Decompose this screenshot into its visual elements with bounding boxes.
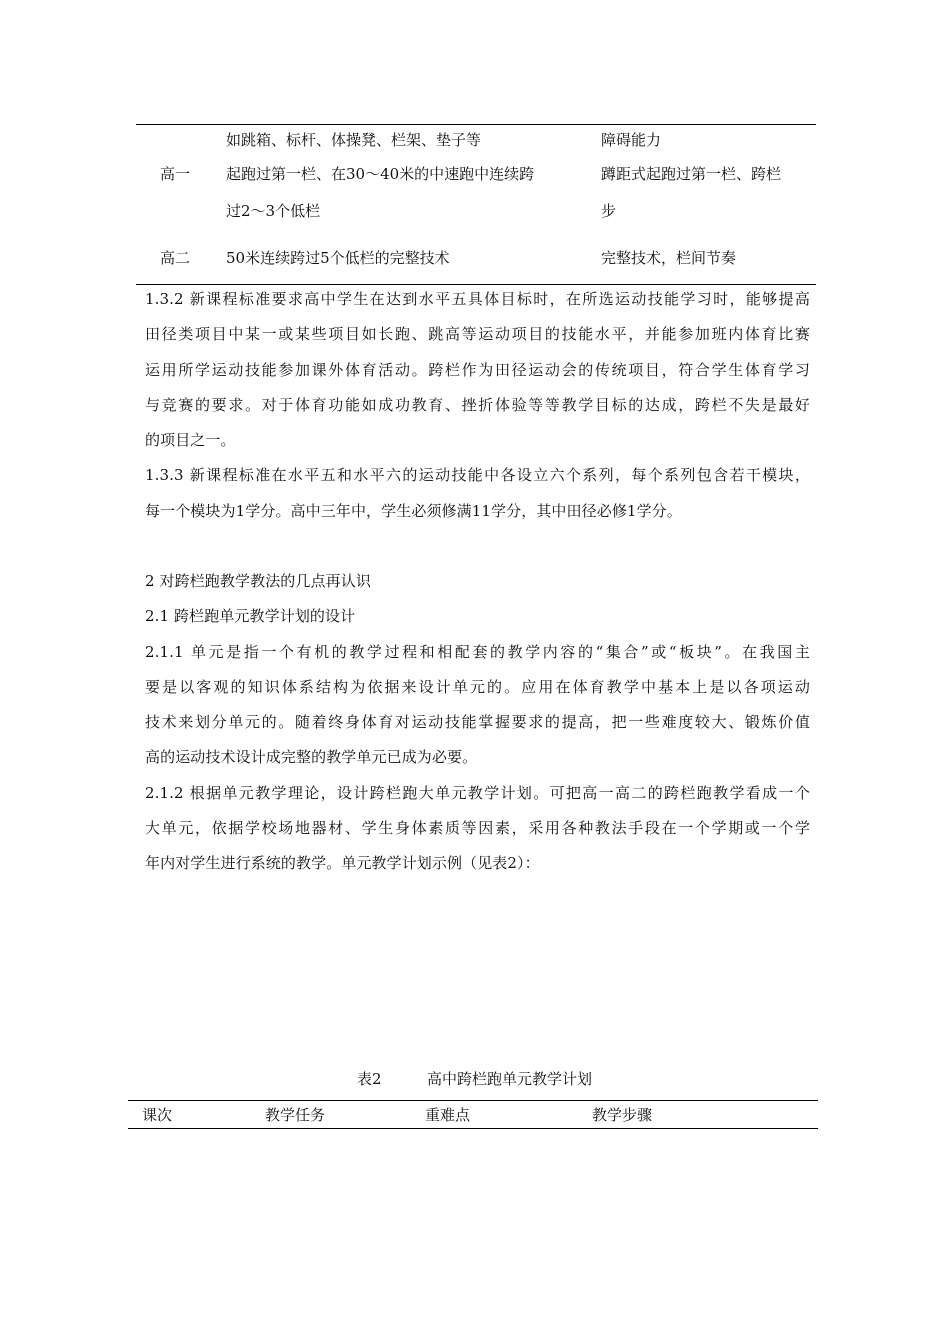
table-1-row-1-content-line-1: 起跑过第一栏、在30～40米的中速跑中连续跨	[226, 165, 535, 183]
paragraph-line: 高的运动技术设计成完整的教学单元已成为必要。	[145, 748, 478, 766]
table-2-header-steps: 教学步骤	[592, 1106, 653, 1124]
paragraph-line: 2.1.2 根据单元教学理论，设计跨栏跑大单元教学计划。可把高一高二的跨栏跑教学看成一个	[145, 784, 810, 802]
table-1-top-rule	[136, 124, 816, 125]
paragraph-line: 的项目之一。	[145, 431, 236, 449]
paragraph-line: 田径类项目中某一或某些项目如长跑、跳高等运动项目的技能水平，并能参加班内体育比赛	[145, 325, 810, 343]
section-2-heading: 2 对跨栏跑教学教法的几点再认识	[145, 572, 371, 590]
paragraph-line: 要是以客观的知识体系结构为依据来设计单元的。应用在体育教学中基本上是以各项运动	[145, 678, 810, 696]
paragraph-line: 与竞赛的要求。对于体育功能如成功教育、挫折体验等等教学目标的达成，跨栏不失是最好	[145, 396, 810, 414]
table-2-top-rule	[128, 1100, 818, 1101]
paragraph-line: 大单元，依据学校场地器材、学生身体素质等因素，采用各种教法手段在一个学期或一个学	[145, 819, 810, 837]
table-1-row-1-grade: 高一	[160, 165, 191, 183]
table-2-caption-number: 表2	[357, 1070, 382, 1088]
table-2-caption-title: 高中跨栏跑单元教学计划	[427, 1070, 593, 1088]
table-2-header-rule	[128, 1128, 818, 1129]
table-1-bottom-rule	[136, 284, 816, 285]
paragraph-line: 1.3.3 新课程标准在水平五和水平六的运动技能中各设立六个系列，每个系列包含若干模块，	[145, 466, 810, 484]
paragraph-line: 技术来划分单元的。随着终身体育对运动技能掌握要求的提高，把一些难度较大、锻炼价值	[145, 713, 810, 731]
table-1-row-2-focus: 完整技术，栏间节奏	[601, 249, 737, 267]
table-1-row-0-focus: 障碍能力	[601, 131, 662, 149]
table-2-header-task: 教学任务	[265, 1106, 326, 1124]
table-1-row-2-grade: 高二	[160, 249, 191, 267]
paragraph-line: 1.3.2 新课程标准要求高中学生在达到水平五具体目标时，在所选运动技能学习时，能够提高	[145, 290, 810, 308]
table-1-row-1-focus-line-2: 步	[601, 202, 617, 220]
section-2-1-subheading: 2.1 跨栏跑单元教学计划的设计	[145, 607, 356, 625]
table-1-row-0-content: 如跳箱、标杆、体操凳、栏架、垫子等	[226, 131, 482, 149]
table-2-header-lesson: 课次	[142, 1106, 173, 1124]
table-1-row-2-content: 50米连续跨过5个低栏的完整技术	[226, 249, 450, 267]
paragraph-line: 年内对学生进行系统的教学。单元教学计划示例（见表2）：	[145, 854, 540, 872]
paragraph-line: 2.1.1 单元是指一个有机的教学过程和相配套的教学内容的“集合”或“板块”。在我国主	[145, 643, 810, 661]
table-1-row-1-focus-line-1: 蹲距式起跑过第一栏、跨栏	[601, 165, 782, 183]
paragraph-line: 每一个模块为1学分。高中三年中，学生必须修满11学分，其中田径必修1学分。	[145, 502, 682, 520]
table-1-row-1-content-line-2: 过2～3个低栏	[226, 202, 321, 220]
paragraph-line: 运用所学运动技能参加课外体育活动。跨栏作为田径运动会的传统项目，符合学生体育学习	[145, 361, 810, 379]
table-2-header-key-points: 重难点	[425, 1106, 471, 1124]
